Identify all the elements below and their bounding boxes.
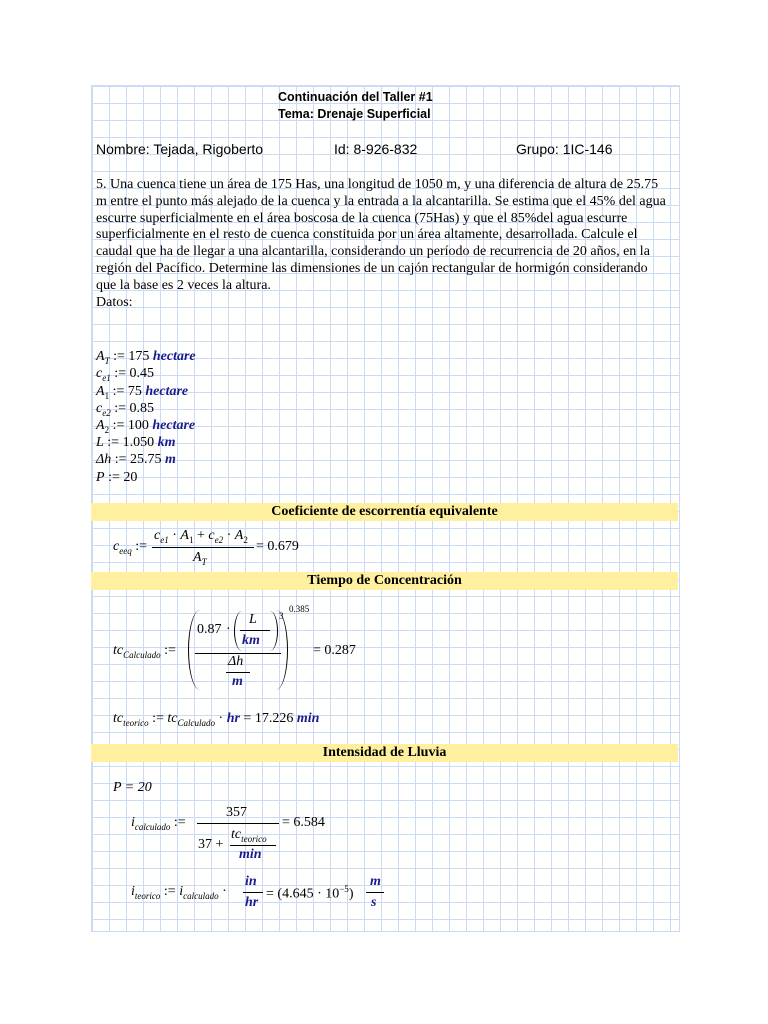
intensity-P: P = 20 xyxy=(113,780,152,795)
data-P: P := 20 xyxy=(96,470,138,485)
i-calc-den-const: 37 + xyxy=(198,837,224,852)
i-teo-result: = $(4.645 \cdot 10^{-5})$ xyxy=(266,884,354,902)
i-teo-ms-bar xyxy=(366,892,384,893)
data-AT: $A_T$ := 175 hectare xyxy=(96,349,196,366)
i-teo-hr: hr xyxy=(245,895,259,910)
i-calc-bar xyxy=(197,823,279,824)
ceq-denominator: $A_T$ xyxy=(193,550,207,567)
tc-result: = 0.287 xyxy=(313,643,356,658)
tc-exponent: 0.385 xyxy=(289,604,310,614)
i-calc-lhs: $i_{calculado}$ := xyxy=(131,815,186,832)
tc-dh: Δh xyxy=(228,654,244,669)
tc-km: km xyxy=(242,633,260,648)
data-A1: $A_1$ := 75 hectare xyxy=(96,384,189,401)
tc-lhs: $tc_{Calculado}$ := xyxy=(113,643,176,660)
i-calc-result: = 6.584 xyxy=(282,815,325,830)
document-title: Continuación del Taller #1 xyxy=(278,90,433,104)
i-teo-s: s xyxy=(371,895,377,910)
tc-L-bar xyxy=(240,630,270,631)
tc-m: m xyxy=(232,674,243,689)
data-L: L := 1.050 km xyxy=(96,435,176,450)
data-ce1: $c_{e1}$ := 0.45 xyxy=(96,366,155,383)
student-name: Nombre: Tejada, Rigoberto xyxy=(96,141,264,157)
section-ceq-header: Coeficiente de escorrentía equivalente xyxy=(91,503,678,521)
tc-dot: · xyxy=(226,622,231,637)
i-teo-lhs: $i_{teorico}$ := $i_{calculado}$ · xyxy=(131,884,227,901)
tc-teorico: $tc_{teorico}$ := $tc_{Calculado}$ · hr = 17.226 min xyxy=(113,711,320,728)
i-teo-m: m xyxy=(370,874,381,889)
ceq-result: = 0.679 xyxy=(256,539,299,554)
datos-label: Datos: xyxy=(96,294,133,310)
section-tc-header: Tiempo de Concentración xyxy=(91,572,678,590)
data-ce2: $c_{e2}$ := 0.85 xyxy=(96,401,155,418)
tc-L: L xyxy=(249,612,257,627)
data-A2: $A_2$ := 100 hectare xyxy=(96,418,196,435)
i-calc-num: 357 xyxy=(226,805,247,820)
tc-coef: 0.87 xyxy=(197,622,222,637)
i-calc-tc: $tc_{teorico}$ xyxy=(231,827,267,844)
ceq-numerator: $c_{e1} \cdot A_1 + c_{e2} \cdot A_2$ xyxy=(154,528,248,545)
data-dh: Δh := 25.75 m xyxy=(96,452,176,467)
i-teo-in-bar xyxy=(243,892,263,893)
student-group: Grupo: 1IC-146 xyxy=(516,141,613,157)
student-id: Id: 8-926-832 xyxy=(334,141,418,157)
tc-dh-bar xyxy=(226,672,250,673)
i-calc-tc-bar xyxy=(230,845,276,846)
ceq-lhs: $c_{eeq}$ := xyxy=(113,539,148,556)
section-intensity-header: Intensidad de Lluvia xyxy=(91,744,678,762)
i-teo-in: in xyxy=(245,874,257,889)
problem-text: 5. Una cuenca tiene un área de 175 Has, una longitud de 1050 m, y una diferencia de altura de 25.75 m entre el punto más alejado de la cuenca y la entrada a la alcantarilla. Se estima que el 45% del agua escurre superficialmente en el área boscosa de la cuenca (75Has) y que el 85%del agua escurre superficialmente en el resto de cuenca constituida por un área altamente, desarrollada. Calcule el caudal que ha de llegar a una alcantarilla, considerando un período de recurrencia de 20 años, en la región del Pacífico. Determine las dimensiones de un cajón rectangular de hormigón considerando que la base es 2 veces la altura. xyxy=(96,177,666,293)
i-calc-min: min xyxy=(239,847,262,862)
tc-cube: 3 xyxy=(279,611,284,621)
document-subtitle: Tema: Drenaje Superficial xyxy=(278,107,431,121)
problem-statement xyxy=(96,177,666,311)
ceq-fraction-bar xyxy=(152,547,254,548)
